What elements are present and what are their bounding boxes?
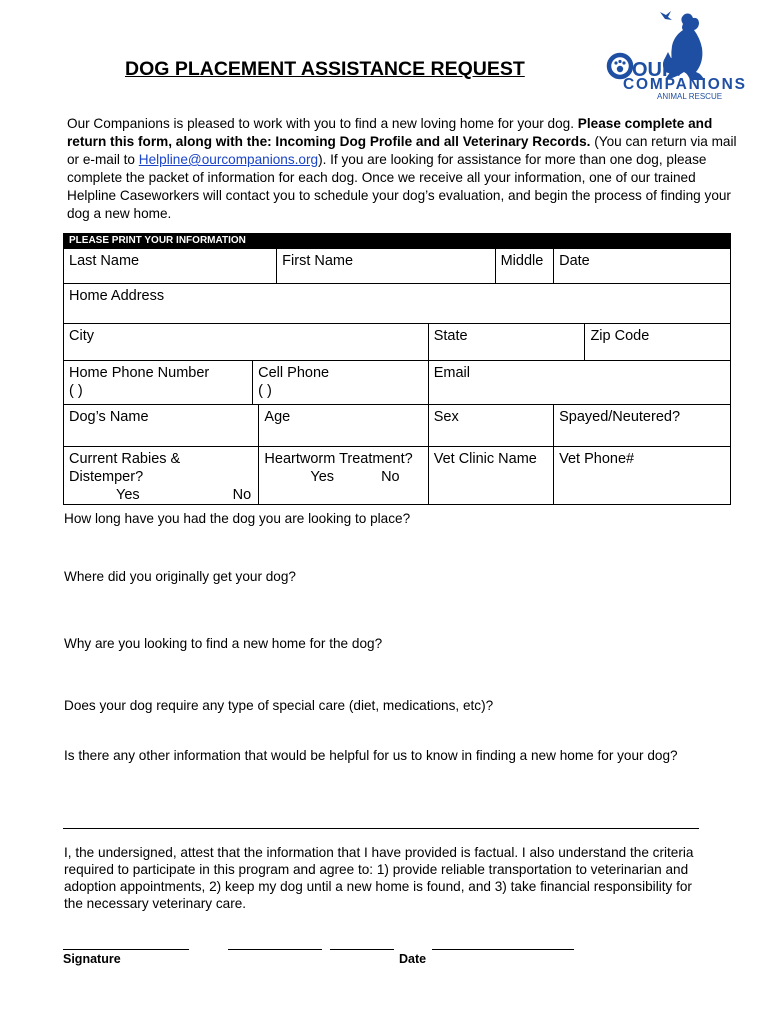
rabies-distemper-field[interactable]: Current Rabies & Distemper? Yes No: [64, 447, 259, 505]
divider-line: [63, 828, 699, 829]
state-field[interactable]: State: [428, 324, 585, 361]
date-label: Date: [399, 952, 427, 966]
home-address-field[interactable]: Home Address: [64, 284, 731, 324]
our-companions-logo: [605, 6, 750, 102]
form-header: PLEASE PRINT YOUR INFORMATION: [64, 234, 731, 249]
intro-instruction: Please complete and return this form, along with the: Incoming Dog Profile and all Veterinary Records.: [67, 116, 713, 149]
question-why: Why are you looking to find a new home for the dog?: [64, 636, 383, 651]
date-line[interactable]: [432, 949, 574, 950]
date-field[interactable]: Date: [554, 249, 731, 284]
signature-line-2[interactable]: [228, 949, 322, 950]
signature-line[interactable]: [63, 949, 189, 950]
home-phone-field[interactable]: Home Phone Number ( ): [64, 361, 253, 405]
intro-text-3: ). If you are looking for assistance for more than one dog, please complete the packet of information for each dog. Once we receive all your information, one of our trained Helpline Caseworkers will contact you to schedule your dog’s evaluation, and begin the process of finding your dog a new home.: [67, 152, 731, 221]
intro-text-2: (You can return via mail or e-mail to: [67, 134, 737, 167]
middle-name-field[interactable]: Middle: [495, 249, 554, 284]
attestation-paragraph: I, the undersigned, attest that the information that I have provided is factual. I also understand the criteria required to participate in this program and agree to: 1) provide reliable transportation to veterinarian and adoption appointments, 2) keep my dog until a new home is found, and 3) take financial responsibility for the necessary veterinary care.: [64, 845, 694, 911]
rabies-yes: Yes: [116, 487, 140, 503]
page-title: DOG PLACEMENT ASSISTANCE REQUEST: [125, 58, 525, 80]
first-name-field[interactable]: First Name: [277, 249, 495, 284]
sex-field[interactable]: Sex: [428, 405, 553, 447]
cell-phone-field[interactable]: Cell Phone ( ): [253, 361, 429, 405]
heartworm-yes: Yes: [310, 469, 335, 485]
intro-text-1: Our Companions is pleased to work with you to find a new loving home for your dog.: [67, 116, 575, 131]
logo-line1: OUR: [632, 59, 677, 81]
information-form: [63, 233, 731, 505]
rabies-no: No: [232, 487, 252, 503]
heartworm-field[interactable]: Heartworm Treatment? Yes No: [259, 447, 428, 505]
zip-code-field[interactable]: Zip Code: [585, 324, 731, 361]
question-origin: Where did you originally get your dog?: [64, 569, 296, 584]
question-other-info: Is there any other information that would be helpful for us to know in finding a new home for your dog?: [64, 748, 678, 763]
signature-label: Signature: [63, 952, 121, 966]
email-field[interactable]: Email: [428, 361, 730, 405]
helpline-email-link[interactable]: Helpline@ourcompanions.org: [138, 152, 319, 167]
city-field[interactable]: City: [64, 324, 429, 361]
logo-tagline: ANIMAL RESCUE: [657, 92, 723, 101]
vet-phone-field[interactable]: Vet Phone#: [554, 447, 731, 505]
age-field[interactable]: Age: [259, 405, 428, 447]
dog-name-field[interactable]: Dog’s Name: [64, 405, 259, 447]
signature-line-3[interactable]: [330, 949, 394, 950]
spayed-neutered-field[interactable]: Spayed/Neutered?: [554, 405, 731, 447]
heartworm-no: No: [381, 469, 400, 485]
last-name-field[interactable]: Last Name: [64, 249, 277, 284]
intro-paragraph: [67, 115, 739, 223]
question-special-care: Does your dog require any type of special care (diet, medications, etc)?: [64, 698, 494, 713]
question-how-long: How long have you had the dog you are looking to place?: [64, 511, 411, 526]
logo-line2: COMPANIONS: [623, 76, 745, 93]
vet-clinic-field[interactable]: Vet Clinic Name: [428, 447, 553, 505]
